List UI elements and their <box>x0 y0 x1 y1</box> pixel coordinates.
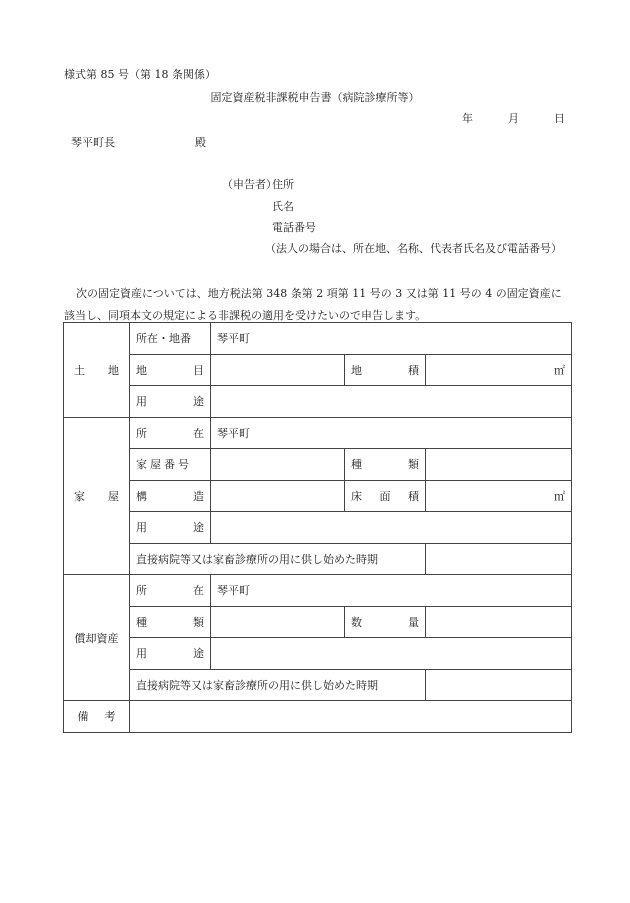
land-use-label: 用 途 <box>130 386 211 418</box>
land-area-label: 地 積 <box>345 354 426 386</box>
house-start-row <box>64 543 572 575</box>
house-use-row <box>64 512 572 544</box>
depreciable-type-field[interactable] <box>211 606 345 638</box>
applicant-label: （申告者） <box>222 178 277 191</box>
remarks-row <box>64 701 572 733</box>
depreciable-start-field[interactable] <box>426 669 572 701</box>
depreciable-group-label: 償却資産 <box>64 575 130 701</box>
asset-declaration-table <box>63 322 572 733</box>
house-start-label: 直接病院等又は家畜診療所の用に供し始めた時期 <box>130 543 426 575</box>
land-area-field[interactable] <box>426 354 572 386</box>
addressee: 琴平町長 <box>71 136 115 149</box>
land-category-field[interactable] <box>211 354 345 386</box>
house-number-row <box>64 449 572 481</box>
house-floor-area-label: 床 面 積 <box>345 480 426 512</box>
form-number: 様式第 85 号（第 18 条関係） <box>64 68 216 81</box>
depreciable-quantity-label: 数 量 <box>345 606 426 638</box>
house-structure-label: 構 造 <box>130 480 211 512</box>
applicant-address-label: 住所 <box>272 178 294 191</box>
depreciable-start-label: 直接病院等又は家畜診療所の用に供し始めた時期 <box>130 669 426 701</box>
house-floor-area-unit: ㎡ <box>554 489 566 503</box>
house-start-field[interactable] <box>426 543 572 575</box>
house-location-label: 所 在 <box>130 417 211 449</box>
remarks-field[interactable] <box>130 701 572 733</box>
house-floor-area-field[interactable] <box>426 480 572 512</box>
house-structure-field[interactable] <box>211 480 345 512</box>
house-location-field[interactable]: 琴平町 <box>211 417 572 449</box>
date-month: 月 <box>508 112 519 125</box>
depreciable-type-label: 種 類 <box>130 606 211 638</box>
house-type-label: 種 類 <box>345 449 426 481</box>
land-location-row <box>64 323 572 355</box>
depreciable-start-row <box>64 669 572 701</box>
intro-paragraph: 次の固定資産については、地方税法第 348 条第 2 項第 11 号の 3 又は第 11 号の 4 の固定資産に該当し、同項本文の規定による非課税の適用を受けたいので申告します。 <box>64 287 562 322</box>
house-structure-row <box>64 480 572 512</box>
depreciable-location-label: 所 在 <box>130 575 211 607</box>
land-location-field[interactable]: 琴平町 <box>211 323 572 355</box>
house-number-field[interactable] <box>211 449 345 481</box>
form-title: 固定資産税非課税申告書（病院診療所等） <box>210 91 420 104</box>
land-group-label: 土 地 <box>64 323 130 418</box>
depreciable-quantity-field[interactable] <box>426 606 572 638</box>
addressee-honorific: 殿 <box>195 136 206 149</box>
house-use-label: 用 途 <box>130 512 211 544</box>
land-use-field[interactable] <box>211 386 572 418</box>
depreciable-location-row <box>64 575 572 607</box>
land-category-row <box>64 354 572 386</box>
depreciable-type-row <box>64 606 572 638</box>
applicant-corporate-note: （法人の場合は、所在地、名称、代表者氏名及び電話番号） <box>265 242 562 255</box>
depreciable-use-row <box>64 638 572 670</box>
land-area-unit: ㎡ <box>554 363 566 377</box>
date-year: 年 <box>462 112 473 125</box>
house-number-label: 家屋番号 <box>130 449 211 481</box>
land-use-row <box>64 386 572 418</box>
house-group-label: 家 屋 <box>64 417 130 575</box>
applicant-name-label: 氏名 <box>272 200 294 213</box>
land-location-label: 所在・地番 <box>130 323 211 355</box>
date-day: 日 <box>554 112 565 125</box>
depreciable-location-field[interactable]: 琴平町 <box>211 575 572 607</box>
remarks-label: 備 考 <box>64 701 130 733</box>
land-category-label: 地 目 <box>130 354 211 386</box>
applicant-phone-label: 電話番号 <box>272 221 316 234</box>
depreciable-use-field[interactable] <box>211 638 572 670</box>
date-line <box>462 110 565 126</box>
house-location-row <box>64 417 572 449</box>
depreciable-use-label: 用 途 <box>130 638 211 670</box>
house-use-field[interactable] <box>211 512 572 544</box>
house-type-field[interactable] <box>426 449 572 481</box>
